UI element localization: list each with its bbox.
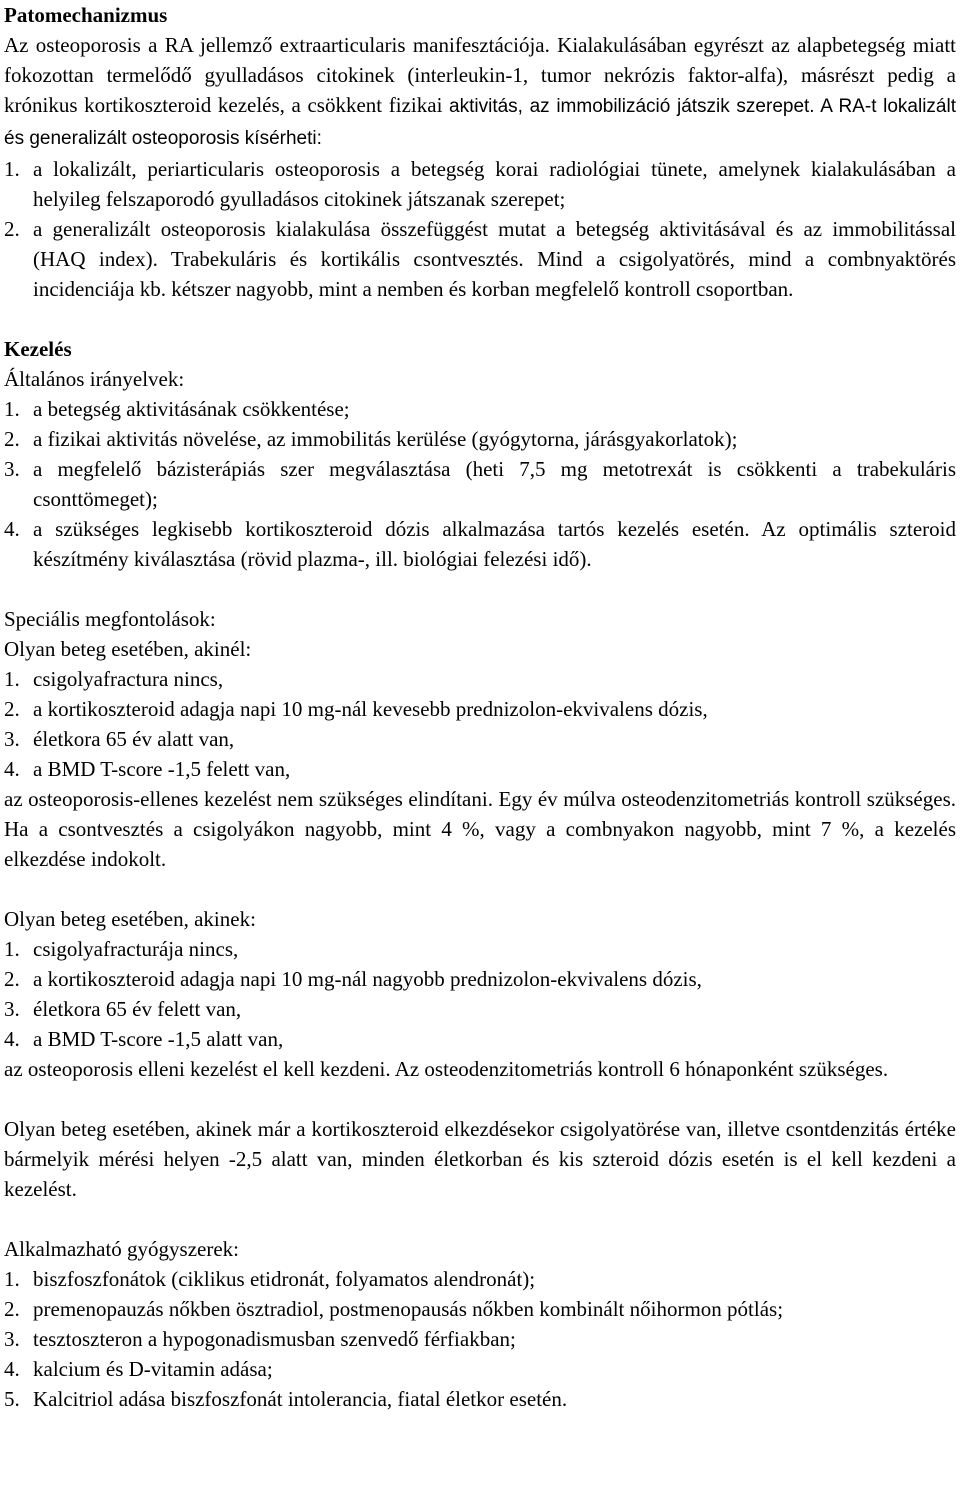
section-title-kezeles: Kezelés — [4, 337, 72, 361]
list-item-number: 2. — [4, 697, 20, 721]
list-item-text: a BMD T-score -1,5 felett van, — [33, 757, 291, 781]
list-item-number: 2. — [4, 1297, 20, 1321]
spacer — [4, 1204, 956, 1234]
list-item — [4, 154, 956, 214]
list-item — [4, 214, 956, 304]
list-item-number: 5. — [4, 1387, 20, 1411]
list-item-text: a fizikai aktivitás növelése, az immobilitás kerülése (gyógytorna, járásgyakorlatok); — [33, 427, 738, 451]
intro-paragraph — [4, 30, 956, 154]
list-item-text: életkora 65 év felett van, — [33, 997, 242, 1021]
list-item — [4, 934, 956, 964]
list-item — [4, 454, 956, 514]
list-item-text: a lokalizált, periarticularis osteoporosis a betegség korai radiológiai tünete, amelynek kialakulásában a helyileg felszaporodó gyulladásos citokinek játszanak szerepet; — [33, 157, 956, 211]
list-item-number: 1. — [4, 1267, 20, 1291]
list-item-text: a kortikoszteroid adagja napi 10 mg-nál nagyobb prednizolon-ekvivalens dózis, — [33, 967, 702, 991]
case1-criteria-list — [4, 664, 956, 784]
spacer — [4, 304, 956, 334]
list-item-number: 2. — [4, 967, 20, 991]
general-guidelines-heading: Általános irányelvek: — [4, 367, 185, 391]
list-item — [4, 724, 956, 754]
general-guidelines-list — [4, 394, 956, 574]
list-item-number: 1. — [4, 397, 20, 421]
list-item-text: csigolyafractura nincs, — [33, 667, 224, 691]
list-item — [4, 1354, 956, 1384]
list-item-text: a betegség aktivitásának csökkentése; — [33, 397, 350, 421]
list-item-text: a megfelelő bázisterápiás szer megválasztása (heti 7,5 mg metotrexát is csökkenti a trabekuláris csonttömeget); — [33, 457, 956, 511]
list-item-number: 3. — [4, 457, 20, 481]
case2-criteria-list — [4, 934, 956, 1054]
intro-text-b: aktivitás, az immobilizáció játszik szerepet. — [449, 96, 815, 117]
list-item — [4, 394, 956, 424]
list-item — [4, 1024, 956, 1054]
list-item-text: a BMD T-score -1,5 alatt van, — [33, 1027, 284, 1051]
list-item-number: 2. — [4, 427, 20, 451]
list-item-text: csigolyafracturája nincs, — [33, 937, 239, 961]
list-item-number: 4. — [4, 757, 20, 781]
list-item — [4, 964, 956, 994]
special-considerations-heading: Speciális megfontolások: — [4, 607, 216, 631]
list-item-number: 1. — [4, 937, 20, 961]
case3-paragraph: Olyan beteg esetében, akinek már a kortikoszteroid elkezdésekor csigolyatörése van, illetve csontdenzitás értéke bármelyik mérési helyen -2,5 alatt van, minden életkorban és kis szteroid dózis esetén is el kell kezdeni a kezelést. — [4, 1117, 956, 1201]
list-item-number: 4. — [4, 517, 20, 541]
list-item-number: 1. — [4, 667, 20, 691]
spacer — [4, 1084, 956, 1114]
list-item-number: 2. — [4, 217, 20, 241]
intro-text-a: Az osteoporosis a RA jellemző extraarticularis manifesztációja. Kialakulásában egyrészt az alapbetegség miatt fokozottan termelődő gyulladásos citokinek (interleukin-1, tumor nekrózis faktor-alfa), másrészt pedig a krónikus kortikoszteroid kezelés, a csökkent fizikai — [4, 33, 956, 117]
list-item-number: 3. — [4, 997, 20, 1021]
list-item-number: 4. — [4, 1357, 20, 1381]
list-item — [4, 1324, 956, 1354]
list-item-number: 1. — [4, 157, 20, 181]
case1-conclusion: az osteoporosis-ellenes kezelést nem szükséges elindítani. Egy év múlva osteodenzitometriás kontroll szükséges. Ha a csontvesztés a csigolyákon nagyobb, mint 4 %, vagy a combnyakon nagyobb, mint 7 %, a kezelés elkezdése indokolt. — [4, 787, 956, 871]
intro-text-c: A RA-t lokalizált és generalizált osteoporosis kísérheti: — [4, 96, 956, 149]
section-title-patomechanizmus: Patomechanizmus — [4, 3, 168, 27]
case1-intro: Olyan beteg esetében, akinél: — [4, 637, 252, 661]
list-item — [4, 1384, 956, 1414]
list-item — [4, 754, 956, 784]
list-item-text: premenopauzás nőkben ösztradiol, postmenopausás nőkben kombinált nőihormon pótlás; — [33, 1297, 784, 1321]
list-item — [4, 514, 956, 574]
spacer — [4, 574, 956, 604]
list-item-text: életkora 65 év alatt van, — [33, 727, 235, 751]
case2-conclusion: az osteoporosis elleni kezelést el kell kezdeni. Az osteodenzitometriás kontroll 6 hónaponként szükséges. — [4, 1057, 889, 1081]
list-item-text: biszfoszfonátok (ciklikus etidronát, folyamatos alendronát); — [33, 1267, 536, 1291]
drugs-heading: Alkalmazható gyógyszerek: — [4, 1237, 239, 1261]
list-item-text: tesztoszteron a hypogonadismusban szenvedő férfiakban; — [33, 1327, 516, 1351]
list-item-number: 3. — [4, 727, 20, 751]
list-item — [4, 664, 956, 694]
list-item-text: a generalizált osteoporosis kialakulása összefüggést mutat a betegség aktivitásával és az immobilitással (HAQ index). Trabekuláris és kortikális csontvesztés. Mind a csigolyatörés, mind a combnyaktörés incidenciája kb. kétszer nagyobb, mint a nemben és korban megfelelő kontroll csoportban. — [33, 217, 956, 301]
list-item — [4, 424, 956, 454]
list-item — [4, 1294, 956, 1324]
drugs-list — [4, 1264, 956, 1414]
list-item-text: kalcium és D-vitamin adása; — [33, 1357, 273, 1381]
list-item — [4, 694, 956, 724]
list-item-number: 4. — [4, 1027, 20, 1051]
case2-intro: Olyan beteg esetében, akinek: — [4, 907, 256, 931]
list-item-text: a kortikoszteroid adagja napi 10 mg-nál kevesebb prednizolon-ekvivalens dózis, — [33, 697, 708, 721]
list-item-text: a szükséges legkisebb kortikoszteroid dózis alkalmazása tartós kezelés esetén. Az optimális szteroid készítmény kiválasztása (rövid plazma-, ill. biológiai felezési idő). — [33, 517, 956, 571]
list-item-text: Kalcitriol adása biszfoszfonát intolerancia, fiatal életkor esetén. — [33, 1387, 568, 1411]
osteoporosis-types-list — [4, 154, 956, 304]
spacer — [4, 874, 956, 904]
list-item — [4, 994, 956, 1024]
list-item — [4, 1264, 956, 1294]
list-item-number: 3. — [4, 1327, 20, 1351]
